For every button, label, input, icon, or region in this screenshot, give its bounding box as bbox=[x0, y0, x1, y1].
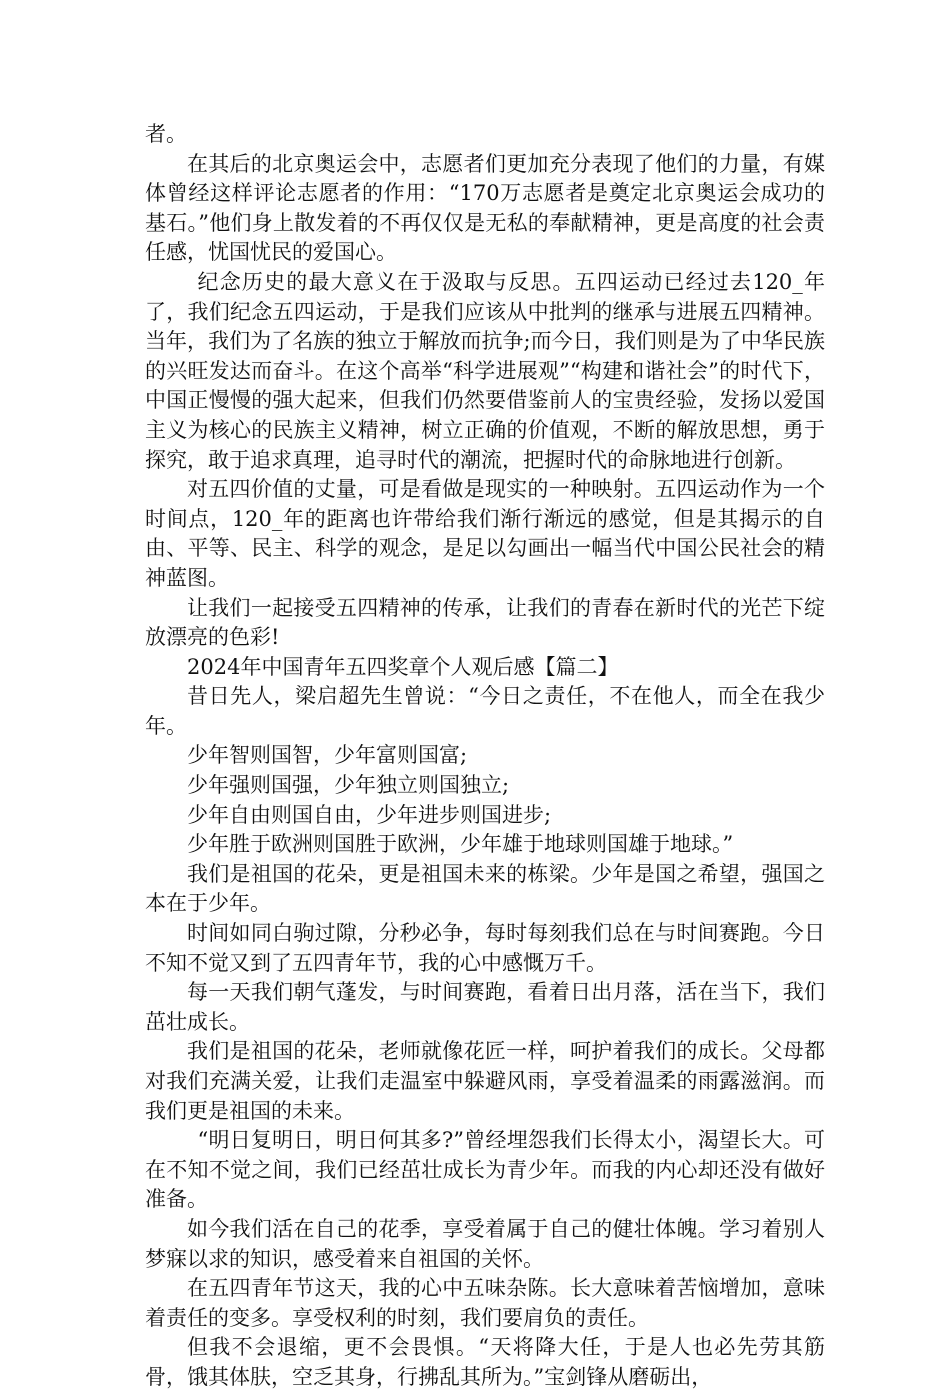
paragraph-12: 我们是祖国的花朵，更是祖国未来的栋梁。少年是国之希望，强国之本在于少年。 bbox=[145, 861, 825, 916]
paragraph-1: 者。 bbox=[145, 122, 187, 146]
paragraph-9: 少年强则国强，少年独立则国独立; bbox=[187, 773, 510, 798]
paragraph-14: 每一天我们朝气蓬发，与时间赛跑，看着日出月落，活在当下，我们茁壮成长。 bbox=[145, 980, 825, 1034]
paragraph-17: 如今我们活在自己的花季，享受着属于自己的健壮体魄。学习着别人梦寐以求的知识，感受着来自祖国的关怀。 bbox=[145, 1216, 825, 1271]
paragraph-13: 时间如同白驹过隙，分秒必争，每时每刻我们总在与时间赛跑。今日不知不觉又到了五四青年节，我的心中感慨万千。 bbox=[145, 921, 825, 975]
paragraph-5: 让我们一起接受五四精神的传承，让我们的青春在新时代的光芒下绽放漂亮的色彩! bbox=[145, 595, 825, 650]
paragraph-8: 少年智则国智，少年富则国富; bbox=[187, 743, 468, 768]
paragraph-11: 少年胜于欧洲则国胜于欧洲，少年雄于地球则国雄于地球。” bbox=[187, 832, 734, 857]
paragraph-19: 但我不会退缩，更不会畏惧。“天将降大任，于是人也必先劳其筋骨，饿其体肤，空乏其身，行拂乱其所为。”宝剑锋从磨砺出， bbox=[145, 1335, 825, 1389]
paragraph-3: 纪念历史的最大意义在于汲取与反思。五四运动已经过去120_年了，我们纪念五四运动，于是我们应该从中批判的继承与进展五四精神。当年，我们为了名族的独立于解放而抗争;而今日，我们则是为了中华民族的兴旺发达而奋斗。在这个高举“科学进展观”“构建和谐社会”的时代下，中国正慢慢的强大起来，但我们仍然要借鉴前人的宝贵经验，发扬以爱国主义为核心的民族主义精神，树立正确的价值观，不断的解放思想，勇于探究，敢于追求真理，追寻时代的潮流，把握时代的命脉地进行创新。 bbox=[145, 269, 825, 472]
paragraph-2: 在其后的北京奥运会中，志愿者们更加充分表现了他们的力量，有媒体曾经这样评论志愿者的作用：“170万志愿者是奠定北京奥运会成功的基石。”他们身上散发着的不再仅仅是无私的奉献精神，更是高度的社会责任感，忧国忧民的爱国心。 bbox=[145, 151, 825, 265]
paragraph-15: 我们是祖国的花朵，老师就像花匠一样，呵护着我们的成长。父母都对我们充满关爱，让我们走温室中躲避风雨，享受着温柔的雨露滋润。而我们更是祖国的未来。 bbox=[145, 1039, 825, 1123]
paragraph-16: “明日复明日，明日何其多?”曾经埋怨我们长得太小，渴望长大。可在不知不觉之间，我们已经茁壮成长为青少年。而我的内心却还没有做好准备。 bbox=[145, 1128, 825, 1212]
paragraph-18: 在五四青年节这天，我的心中五味杂陈。长大意味着苦恼增加，意味着责任的变多。享受权利的时刻，我们要肩负的责任。 bbox=[145, 1276, 825, 1330]
document-body bbox=[145, 120, 825, 1393]
paragraph-10: 少年自由则国自由，少年进步则国进步; bbox=[187, 802, 552, 827]
section-heading: 2024年中国青年五四奖章个人观后感【篇二】 bbox=[187, 654, 619, 679]
paragraph-7: 昔日先人，梁启超先生曾说：“今日之责任，不在他人，而全在我少年。 bbox=[145, 684, 825, 738]
paragraph-4: 对五四价值的丈量，可是看做是现实的一种映射。五四运动作为一个时间点，120_年的距离也许带给我们渐行渐远的感觉，但是其揭示的自由、平等、民主、科学的观念，是足以勾画出一幅当代中国公民社会的精神蓝图。 bbox=[145, 477, 825, 590]
